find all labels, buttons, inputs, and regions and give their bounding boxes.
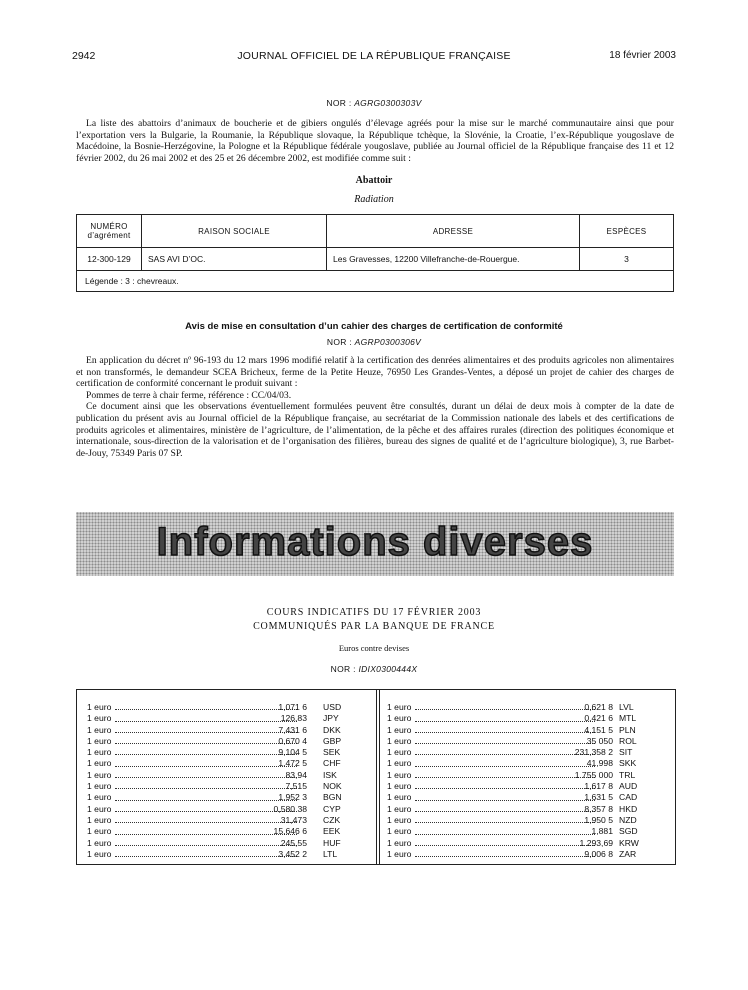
currency-code: DKK xyxy=(323,724,341,735)
leader-dots xyxy=(415,743,595,744)
rate-value: 1,881 xyxy=(591,826,613,837)
currency-code: PLN xyxy=(619,724,636,735)
notice-paragraph: Ce document ainsi que les observations éventuellement formulées peuvent être consultés, durant un délai de deux mois à compter de la date de publication du présent avis au Journal officiel de la République française, au secrétariat de la Commission nationale des labels et des certifications de produits agricoles et alimentaires, ministère de l’agriculture, de l’alimentation, de la pêche et des affaires rurales (direction des politiques économique et internationale, sous-direction de la valorisation et de l’organisation des filières, bureau des signes de qualité et de l’agriculture biologique), 3, rue Barbet-de-Jouy, 75349 Paris 07 SP. xyxy=(76,401,674,459)
rate-label: 1 euro xyxy=(87,713,112,724)
exchange-rates-table xyxy=(76,689,676,865)
rates-column-right xyxy=(387,702,663,860)
nor-reference xyxy=(72,337,676,347)
leader-dots xyxy=(115,743,297,744)
currency-code: TRL xyxy=(619,769,636,780)
rate-value: 1 755 000 xyxy=(574,769,613,780)
rate-label: 1 euro xyxy=(87,781,112,792)
currency-code: MTL xyxy=(619,713,637,724)
currency-code: SIT xyxy=(619,747,633,758)
rate-label: 1 euro xyxy=(387,826,412,837)
rate-row xyxy=(387,713,663,724)
leader-dots xyxy=(415,766,595,767)
currency-code: NOK xyxy=(323,781,342,792)
leader-dots xyxy=(415,800,595,801)
rate-row xyxy=(387,736,663,747)
currency-code: SGD xyxy=(619,826,638,837)
leader-dots xyxy=(415,822,595,823)
rate-value: 9,104 5 xyxy=(278,747,307,758)
column-divider xyxy=(376,690,380,864)
rate-label: 1 euro xyxy=(387,758,412,769)
rate-value: 0,621 8 xyxy=(584,702,613,712)
rate-label: 1 euro xyxy=(87,837,112,848)
leader-dots xyxy=(115,766,297,767)
table-header-row xyxy=(77,215,674,248)
rate-label: 1 euro xyxy=(87,747,112,758)
table-row xyxy=(77,248,674,271)
rate-row xyxy=(87,758,363,769)
rate-row xyxy=(387,849,663,860)
rate-label: 1 euro xyxy=(87,803,112,814)
rate-row xyxy=(87,770,363,781)
leader-dots xyxy=(115,709,297,710)
rate-value: 1,950 5 xyxy=(584,814,613,825)
leader-dots xyxy=(415,732,595,733)
rate-label: 1 euro xyxy=(387,814,412,825)
rate-value: 41,998 xyxy=(586,758,613,769)
currency-code: ISK xyxy=(323,769,337,780)
currency-code: EEK xyxy=(323,826,341,837)
rate-row xyxy=(87,838,363,849)
rate-label: 1 euro xyxy=(87,724,112,735)
rate-label: 1 euro xyxy=(387,837,412,848)
currency-code: SEK xyxy=(323,747,341,758)
rate-row xyxy=(87,736,363,747)
rate-row xyxy=(387,702,663,713)
nor-reference xyxy=(72,98,676,108)
rates-subtitle: Euros contre devises xyxy=(338,643,410,653)
rate-label: 1 euro xyxy=(87,758,112,769)
rate-value: 35 050 xyxy=(586,735,613,746)
rate-row xyxy=(87,815,363,826)
rate-label: 1 euro xyxy=(387,769,412,780)
leader-dots xyxy=(415,709,595,710)
abattoir-table xyxy=(76,214,674,292)
rate-value: 1,472 5 xyxy=(278,758,307,769)
rate-value: 0,670 4 xyxy=(278,735,307,746)
rate-label: 1 euro xyxy=(387,747,412,758)
rates-column-left xyxy=(87,702,363,860)
issue-date: 18 février 2003 xyxy=(609,50,676,61)
leader-dots xyxy=(415,777,595,778)
rate-label: 1 euro xyxy=(387,713,412,724)
currency-code: ZAR xyxy=(619,848,637,859)
rate-value: 231,358 2 xyxy=(574,747,613,758)
leader-dots xyxy=(415,834,595,835)
rate-row xyxy=(387,781,663,792)
notice-title: Avis de mise en consultation d’un cahier des charges de certification de conformité xyxy=(185,321,563,332)
rate-label: 1 euro xyxy=(87,826,112,837)
rate-value: 1,952 3 xyxy=(278,792,307,803)
rate-row xyxy=(87,849,363,860)
leader-dots xyxy=(115,834,297,835)
rate-value: 0,421 6 xyxy=(584,713,613,724)
currency-code: CYP xyxy=(323,803,341,814)
rate-label: 1 euro xyxy=(87,769,112,780)
rate-row xyxy=(387,758,663,769)
currency-code: GBP xyxy=(323,735,342,746)
leader-dots xyxy=(415,811,595,812)
rate-value: 0,580 38 xyxy=(273,803,307,814)
rates-title-line1: COURS INDICATIFS DU 17 FÉVRIER 2003 xyxy=(266,607,482,618)
nor-code: IDIX0300444X xyxy=(358,664,418,674)
notice-paragraph: En application du décret nº 96-193 du 12 mars 1996 modifié relatif à la certification des denrées alimentaires et des produits agricoles non alimentaires et non transformés, le demandeur SCEA Bricheux, ferme de la Petite Heuze, 76950 Les Grandes-Ventes, a déposé un projet de cahier des charges de certification de conformité concernant le produit suivant : xyxy=(76,355,674,390)
currency-code: HUF xyxy=(323,837,341,848)
currency-code: HKD xyxy=(619,803,638,814)
rate-row xyxy=(387,725,663,736)
leader-dots xyxy=(415,856,595,857)
rate-value: 126,83 xyxy=(280,713,307,724)
leader-dots xyxy=(115,845,297,846)
notice-body xyxy=(76,355,674,459)
page-number: 2942 xyxy=(72,50,96,62)
rate-label: 1 euro xyxy=(387,848,412,859)
rate-label: 1 euro xyxy=(387,724,412,735)
table-legend: Légende : 3 : chevreaux. xyxy=(77,271,674,292)
nor-label: NOR : xyxy=(326,98,352,108)
currency-code: LVL xyxy=(619,702,634,712)
rate-value: 1,617 8 xyxy=(584,781,613,792)
rate-value: 31,473 xyxy=(280,814,307,825)
rate-row xyxy=(87,702,363,713)
rate-row xyxy=(87,747,363,758)
nor-label: NOR : xyxy=(326,337,352,347)
leader-dots xyxy=(415,788,595,789)
leader-dots xyxy=(115,822,297,823)
leader-dots xyxy=(115,721,297,722)
rate-label: 1 euro xyxy=(387,702,412,712)
currency-code: SKK xyxy=(619,758,637,769)
rate-value: 1,071 6 xyxy=(278,702,307,712)
rates-title-line2: COMMUNIQUÉS PAR LA BANQUE DE FRANCE xyxy=(253,621,495,632)
rate-row xyxy=(387,792,663,803)
rate-row xyxy=(387,815,663,826)
rate-row xyxy=(387,804,663,815)
table-cell: SAS AVI D’OC. xyxy=(142,248,327,271)
rate-label: 1 euro xyxy=(87,792,112,803)
rate-row xyxy=(87,725,363,736)
column-header: NUMÉRO d’agrément xyxy=(77,215,142,248)
leader-dots xyxy=(415,754,595,755)
rate-label: 1 euro xyxy=(87,848,112,859)
column-header: ESPÈCES xyxy=(580,215,674,248)
rate-label: 1 euro xyxy=(387,792,412,803)
rate-row xyxy=(387,838,663,849)
rate-value: 7,431 6 xyxy=(278,724,307,735)
leader-dots xyxy=(415,721,595,722)
rate-row xyxy=(387,826,663,837)
nor-code: AGRG0300303V xyxy=(354,98,422,108)
leader-dots xyxy=(415,845,595,846)
section-heading: Abattoir xyxy=(355,175,393,186)
rate-value: 7,515 xyxy=(285,781,307,792)
rate-row xyxy=(87,792,363,803)
currency-code: AUD xyxy=(619,781,638,792)
nor-code: AGRP0300306V xyxy=(354,337,422,347)
rate-row xyxy=(387,770,663,781)
leader-dots xyxy=(115,732,297,733)
notice-paragraph: Pommes de terre à chair ferme, référence : CC/04/03. xyxy=(86,389,292,401)
table-cell: Les Gravesses, 12200 Villefranche-de-Rouergue. xyxy=(327,248,580,271)
rate-row xyxy=(87,804,363,815)
currency-code: BGN xyxy=(323,792,342,803)
rate-label: 1 euro xyxy=(87,702,112,712)
currency-code: LTL xyxy=(323,848,338,859)
table-legend-row xyxy=(77,271,674,292)
rate-value: 83,94 xyxy=(285,769,307,780)
leader-dots xyxy=(115,856,297,857)
rate-value: 1 293,69 xyxy=(579,837,613,848)
journal-title: JOURNAL OFFICIEL DE LA RÉPUBLIQUE FRANÇAISE xyxy=(237,50,511,62)
leader-dots xyxy=(115,754,297,755)
column-header: RAISON SOCIALE xyxy=(142,215,327,248)
rate-label: 1 euro xyxy=(387,735,412,746)
rate-label: 1 euro xyxy=(87,735,112,746)
currency-code: ROL xyxy=(619,735,637,746)
rate-value: 1,631 5 xyxy=(584,792,613,803)
rate-value: 3,452 2 xyxy=(278,848,307,859)
rate-label: 1 euro xyxy=(87,814,112,825)
table-cell: 3 xyxy=(580,248,674,271)
currency-code: USD xyxy=(323,702,342,712)
rate-value: 15,646 6 xyxy=(273,826,307,837)
nor-reference xyxy=(72,664,676,674)
nor-label: NOR : xyxy=(330,664,356,674)
rate-value: 9,006 8 xyxy=(584,848,613,859)
leader-dots xyxy=(115,811,297,812)
table-cell: 12-300-129 xyxy=(77,248,142,271)
section-banner xyxy=(76,512,674,576)
leader-dots xyxy=(115,788,297,789)
rate-row xyxy=(87,781,363,792)
column-header: ADRESSE xyxy=(327,215,580,248)
currency-code: CHF xyxy=(323,758,341,769)
rate-label: 1 euro xyxy=(387,781,412,792)
rate-value: 245,55 xyxy=(280,837,307,848)
rate-row xyxy=(87,826,363,837)
currency-code: KRW xyxy=(619,837,639,848)
leader-dots xyxy=(115,777,297,778)
rate-value: 8,357 8 xyxy=(584,803,613,814)
abattoir-list-paragraph: La liste des abattoirs d’animaux de boucherie et de gibiers ongulés d’élevage agréés pour la mise sur le marché communautaire ainsi que pour l’exportation vers la Bulgarie, la Roumanie, la République slovaque, la République tchèque, la Slovénie, la Croatie, l’ex-République yougoslave de Macédoine, la Bosnie-Herzégovine, la Pologne et la République fédérale yougoslave, publiée au Journal officiel de la République française des 11 et 12 février 2002, du 26 mai 2002 et des 25 et 26 décembre 2002, est modifiée comme suit : xyxy=(76,118,674,164)
currency-code: NZD xyxy=(619,814,637,825)
section-subheading: Radiation xyxy=(354,194,394,205)
banner-title: Informations diverses xyxy=(156,520,594,564)
rate-row xyxy=(387,747,663,758)
page-header xyxy=(72,50,676,66)
leader-dots xyxy=(115,800,297,801)
currency-code: CZK xyxy=(323,814,341,825)
rate-value: 4,151 5 xyxy=(584,724,613,735)
rate-row xyxy=(87,713,363,724)
currency-code: JPY xyxy=(323,713,339,724)
currency-code: CAD xyxy=(619,792,638,803)
rate-label: 1 euro xyxy=(387,803,412,814)
